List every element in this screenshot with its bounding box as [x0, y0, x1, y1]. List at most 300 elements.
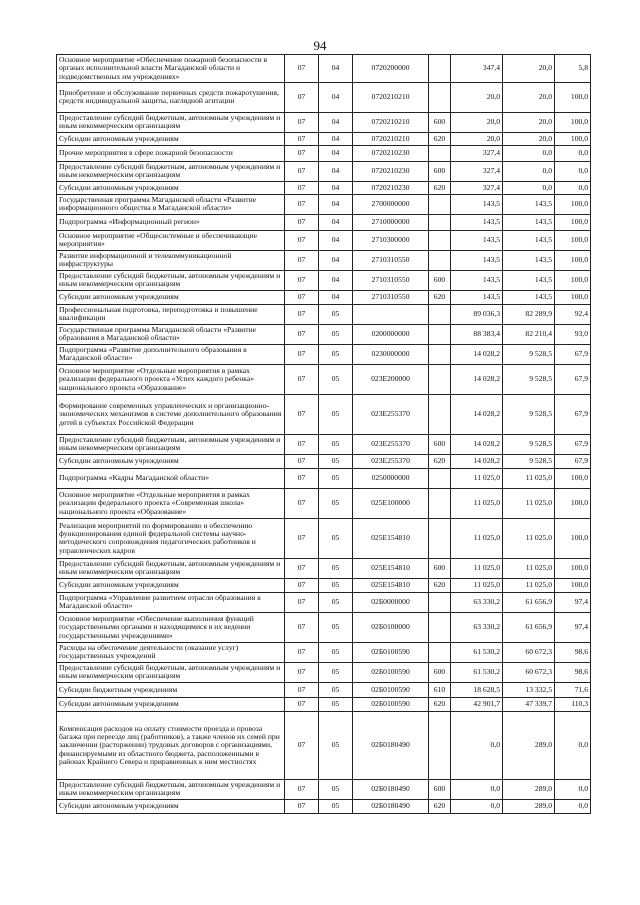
cell-section: 07	[285, 394, 319, 434]
cell-subsection: 05	[319, 642, 353, 662]
cell-percent: 67,9	[555, 364, 591, 394]
cell-name: Субсидии автономным учреждениям	[57, 578, 285, 592]
cell-amount-planned: 14 028,2	[451, 364, 503, 394]
cell-amount-planned: 327,4	[451, 161, 503, 181]
cell-subsection: 04	[319, 250, 353, 270]
cell-name: Предоставление субсидий бюджетным, автономным учреждениям и иным некоммерческим организациям	[57, 270, 285, 290]
cell-percent: 67,9	[555, 434, 591, 454]
cell-expense-type	[429, 612, 451, 642]
cell-target-article: 0250000000	[353, 468, 429, 488]
cell-subsection: 04	[319, 194, 353, 214]
cell-subsection: 04	[319, 181, 353, 194]
table-row	[57, 324, 591, 344]
cell-target-article: 023E200000	[353, 364, 429, 394]
table-row	[57, 662, 591, 682]
table-row	[57, 270, 591, 290]
cell-amount-executed: 9 528,5	[503, 454, 555, 468]
table-body	[57, 55, 591, 814]
cell-section: 07	[285, 518, 319, 558]
cell-amount-executed: 82 210,4	[503, 324, 555, 344]
cell-expense-type: 600	[429, 779, 451, 799]
cell-amount-executed: 11 025,0	[503, 468, 555, 488]
cell-section: 07	[285, 324, 319, 344]
cell-amount-planned: 143,5	[451, 214, 503, 230]
cell-subsection: 05	[319, 697, 353, 711]
cell-amount-planned: 61 530,2	[451, 642, 503, 662]
cell-amount-executed: 143,5	[503, 270, 555, 290]
cell-section: 07	[285, 145, 319, 161]
cell-target-article	[353, 304, 429, 324]
cell-target-article: 023E255370	[353, 454, 429, 468]
cell-subsection: 05	[319, 779, 353, 799]
cell-section: 07	[285, 161, 319, 181]
cell-name: Подпрограмма «Информационный регион»	[57, 214, 285, 230]
cell-section: 07	[285, 270, 319, 290]
cell-amount-executed: 61 656,9	[503, 612, 555, 642]
cell-amount-executed: 11 025,0	[503, 518, 555, 558]
cell-amount-executed: 0,0	[503, 145, 555, 161]
cell-percent: 100,0	[555, 518, 591, 558]
cell-subsection: 04	[319, 270, 353, 290]
cell-percent: 100,0	[555, 82, 591, 112]
cell-amount-planned: 11 025,0	[451, 518, 503, 558]
cell-target-article: 025E154810	[353, 518, 429, 558]
cell-target-article: 02Б0100590	[353, 642, 429, 662]
table-row	[57, 194, 591, 214]
cell-subsection: 05	[319, 518, 353, 558]
cell-percent: 97,4	[555, 612, 591, 642]
cell-percent: 100,0	[555, 112, 591, 132]
cell-subsection: 05	[319, 578, 353, 592]
cell-percent: 100,0	[555, 250, 591, 270]
cell-section: 07	[285, 230, 319, 250]
cell-section: 07	[285, 304, 319, 324]
cell-name: Государственная программа Магаданской области «Развитие информационного общества в Магаданской области»	[57, 194, 285, 214]
cell-percent: 100,0	[555, 468, 591, 488]
cell-name: Прочие мероприятия в сфере пожарной безопасности	[57, 145, 285, 161]
budget-table	[56, 54, 591, 814]
cell-amount-planned: 14 028,2	[451, 434, 503, 454]
cell-name: Основное мероприятие «Обеспечение выполнения функций государственными органами и находящимися в их ведении государственными учреждениями»	[57, 612, 285, 642]
cell-amount-planned: 11 025,0	[451, 558, 503, 578]
cell-name: Реализация мероприятий по формированию и обеспечению функционирования единой федеральной системы научно-методического сопровождения педагогических работников и управленческих кадров	[57, 518, 285, 558]
cell-amount-planned: 327,4	[451, 181, 503, 194]
cell-subsection: 04	[319, 132, 353, 145]
cell-expense-type	[429, 250, 451, 270]
cell-section: 07	[285, 454, 319, 468]
cell-name: Формирование современных управленческих и организационно-экономических механизмов в системе дополнительного образования детей в субъектах Российской Федерации	[57, 394, 285, 434]
cell-amount-planned: 61 530,2	[451, 662, 503, 682]
cell-name: Основное мероприятие «Отдельные мероприятия в рамках реализации федерального проекта «Современная школа» национального проекта «Образование»	[57, 488, 285, 518]
table-row	[57, 181, 591, 194]
cell-expense-type: 620	[429, 578, 451, 592]
cell-name: Подпрограмма «Кадры Магаданской области»	[57, 468, 285, 488]
table-row	[57, 578, 591, 592]
cell-subsection: 04	[319, 214, 353, 230]
cell-amount-planned: 14 028,2	[451, 344, 503, 364]
page-number: 94	[313, 38, 327, 53]
cell-section: 07	[285, 779, 319, 799]
cell-percent: 93,0	[555, 324, 591, 344]
table-row	[57, 304, 591, 324]
cell-section: 07	[285, 682, 319, 697]
table-row	[57, 454, 591, 468]
cell-subsection: 04	[319, 145, 353, 161]
cell-amount-executed: 289,0	[503, 799, 555, 813]
cell-expense-type: 610	[429, 682, 451, 697]
table-row	[57, 364, 591, 394]
cell-name: Предоставление субсидий бюджетным, автономным учреждениям и иным некоммерческим организациям	[57, 779, 285, 799]
cell-percent: 67,9	[555, 454, 591, 468]
table-row	[57, 55, 591, 83]
cell-target-article: 0230000000	[353, 344, 429, 364]
cell-target-article: 2700000000	[353, 194, 429, 214]
table-row	[57, 344, 591, 364]
cell-section: 07	[285, 250, 319, 270]
cell-section: 07	[285, 194, 319, 214]
cell-target-article: 0720210210	[353, 82, 429, 112]
cell-amount-planned: 63 330,2	[451, 612, 503, 642]
cell-amount-executed: 0,0	[503, 161, 555, 181]
cell-section: 07	[285, 799, 319, 813]
cell-amount-planned: 14 028,2	[451, 394, 503, 434]
cell-amount-executed: 143,5	[503, 230, 555, 250]
cell-expense-type	[429, 394, 451, 434]
cell-section: 07	[285, 434, 319, 454]
cell-amount-planned: 0,0	[451, 779, 503, 799]
cell-expense-type	[429, 642, 451, 662]
table-row	[57, 592, 591, 612]
cell-percent: 98,6	[555, 642, 591, 662]
cell-target-article: 2710310550	[353, 250, 429, 270]
cell-expense-type	[429, 145, 451, 161]
cell-expense-type	[429, 230, 451, 250]
cell-expense-type	[429, 194, 451, 214]
cell-name: Основное мероприятие «Обеспечение пожарной безопасности в органах исполнительной власти Магаданской области и подведомственных им учреждениях»	[57, 55, 285, 83]
cell-expense-type	[429, 364, 451, 394]
cell-section: 07	[285, 642, 319, 662]
cell-amount-planned: 20,0	[451, 112, 503, 132]
cell-amount-planned: 143,5	[451, 194, 503, 214]
cell-target-article: 2710310550	[353, 290, 429, 304]
cell-subsection: 05	[319, 324, 353, 344]
cell-amount-executed: 143,5	[503, 290, 555, 304]
cell-section: 07	[285, 364, 319, 394]
cell-percent: 92,4	[555, 304, 591, 324]
cell-target-article: 0720210230	[353, 161, 429, 181]
cell-expense-type: 620	[429, 181, 451, 194]
cell-expense-type: 600	[429, 662, 451, 682]
cell-subsection: 05	[319, 711, 353, 779]
table-row	[57, 394, 591, 434]
cell-name: Государственная программа Магаданской области «Развитие образования в Магаданской области»	[57, 324, 285, 344]
table-row	[57, 682, 591, 697]
cell-amount-planned: 63 330,2	[451, 592, 503, 612]
cell-percent: 98,6	[555, 662, 591, 682]
cell-subsection: 05	[319, 468, 353, 488]
cell-percent: 100,0	[555, 270, 591, 290]
cell-amount-executed: 143,5	[503, 250, 555, 270]
cell-subsection: 05	[319, 304, 353, 324]
cell-target-article: 0720210230	[353, 145, 429, 161]
cell-name: Субсидии бюджетным учреждениям	[57, 682, 285, 697]
cell-percent: 100,0	[555, 558, 591, 578]
cell-amount-planned: 20,0	[451, 132, 503, 145]
cell-expense-type	[429, 488, 451, 518]
cell-amount-planned: 89 036,3	[451, 304, 503, 324]
cell-subsection: 05	[319, 344, 353, 364]
cell-expense-type	[429, 518, 451, 558]
cell-subsection: 05	[319, 799, 353, 813]
cell-amount-executed: 143,5	[503, 214, 555, 230]
cell-amount-planned: 0,0	[451, 711, 503, 779]
cell-section: 07	[285, 612, 319, 642]
cell-expense-type: 600	[429, 558, 451, 578]
cell-name: Субсидии автономным учреждениям	[57, 290, 285, 304]
table-row	[57, 488, 591, 518]
cell-name: Развитие информационной и телекоммуникационной инфраструктуры	[57, 250, 285, 270]
cell-section: 07	[285, 468, 319, 488]
table-row	[57, 145, 591, 161]
table-row	[57, 612, 591, 642]
cell-target-article: 023E255370	[353, 434, 429, 454]
cell-amount-planned: 11 025,0	[451, 578, 503, 592]
cell-subsection: 04	[319, 55, 353, 83]
cell-target-article: 0720200000	[353, 55, 429, 83]
cell-expense-type	[429, 468, 451, 488]
cell-amount-planned: 143,5	[451, 290, 503, 304]
cell-section: 07	[285, 112, 319, 132]
cell-name: Субсидии автономным учреждениям	[57, 697, 285, 711]
cell-name: Подпрограмма «Развитие дополнительного образования в Магаданской области»	[57, 344, 285, 364]
table-row	[57, 230, 591, 250]
cell-section: 07	[285, 558, 319, 578]
cell-target-article: 02Б0180490	[353, 799, 429, 813]
cell-name: Субсидии автономным учреждениям	[57, 799, 285, 813]
cell-target-article: 025E100000	[353, 488, 429, 518]
table-row	[57, 518, 591, 558]
cell-percent: 0,0	[555, 799, 591, 813]
cell-section: 07	[285, 290, 319, 304]
cell-target-article: 025E154810	[353, 578, 429, 592]
cell-percent: 100,0	[555, 230, 591, 250]
cell-name: Субсидии автономным учреждениям	[57, 181, 285, 194]
cell-amount-executed: 20,0	[503, 132, 555, 145]
cell-section: 07	[285, 578, 319, 592]
table-row	[57, 290, 591, 304]
cell-amount-executed: 143,5	[503, 194, 555, 214]
cell-target-article: 02Б0100590	[353, 662, 429, 682]
cell-name: Подпрограмма «Управление развитием отрасли образования в Магаданской области»	[57, 592, 285, 612]
cell-name: Приобретение и обслуживание первичных средств пожаротушения, средств индивидуальной защиты, наглядной агитации	[57, 82, 285, 112]
cell-name: Предоставление субсидий бюджетным, автономным учреждениям и иным некоммерческим организациям	[57, 558, 285, 578]
cell-section: 07	[285, 132, 319, 145]
cell-expense-type: 620	[429, 132, 451, 145]
table-row	[57, 711, 591, 779]
cell-target-article: 0200000000	[353, 324, 429, 344]
table-row	[57, 214, 591, 230]
cell-name: Расходы на обеспечение деятельности (оказание услуг) государственных учреждений	[57, 642, 285, 662]
cell-amount-executed: 9 528,5	[503, 344, 555, 364]
cell-amount-executed: 11 025,0	[503, 578, 555, 592]
cell-percent: 71,6	[555, 682, 591, 697]
cell-expense-type	[429, 344, 451, 364]
cell-section: 07	[285, 662, 319, 682]
table-row	[57, 697, 591, 711]
cell-expense-type: 600	[429, 434, 451, 454]
cell-section: 07	[285, 82, 319, 112]
cell-amount-executed: 20,0	[503, 55, 555, 83]
cell-expense-type	[429, 214, 451, 230]
cell-percent: 100,0	[555, 488, 591, 518]
cell-amount-executed: 11 025,0	[503, 558, 555, 578]
cell-name: Профессиональная подготовка, переподготовка и повышение квалификации	[57, 304, 285, 324]
cell-expense-type: 620	[429, 454, 451, 468]
cell-percent: 97,4	[555, 592, 591, 612]
cell-section: 07	[285, 697, 319, 711]
table-row	[57, 82, 591, 112]
cell-percent: 0,0	[555, 779, 591, 799]
cell-amount-planned: 18 628,5	[451, 682, 503, 697]
cell-percent: 67,9	[555, 344, 591, 364]
cell-section: 07	[285, 488, 319, 518]
cell-expense-type: 620	[429, 290, 451, 304]
cell-percent: 0,0	[555, 711, 591, 779]
cell-name: Основное мероприятие «Отдельные мероприятия в рамках реализации федерального проекта «Успех каждого ребенка» национального проекта «Образование»	[57, 364, 285, 394]
table-row	[57, 468, 591, 488]
cell-amount-executed: 13 332,5	[503, 682, 555, 697]
cell-percent: 5,8	[555, 55, 591, 83]
cell-amount-executed: 82 289,9	[503, 304, 555, 324]
cell-subsection: 04	[319, 161, 353, 181]
cell-expense-type: 620	[429, 697, 451, 711]
cell-amount-executed: 0,0	[503, 181, 555, 194]
cell-percent: 110,3	[555, 697, 591, 711]
cell-amount-executed: 9 528,5	[503, 364, 555, 394]
cell-target-article: 2710300000	[353, 230, 429, 250]
cell-target-article: 0720210210	[353, 132, 429, 145]
cell-percent: 100,0	[555, 214, 591, 230]
cell-section: 07	[285, 181, 319, 194]
cell-target-article: 02Б0000000	[353, 592, 429, 612]
cell-name: Субсидии автономным учреждениям	[57, 132, 285, 145]
cell-amount-executed: 61 656,9	[503, 592, 555, 612]
table-row	[57, 799, 591, 813]
cell-percent: 0,0	[555, 145, 591, 161]
table-row	[57, 161, 591, 181]
cell-amount-planned: 11 025,0	[451, 488, 503, 518]
cell-expense-type	[429, 82, 451, 112]
cell-amount-planned: 14 028,2	[451, 454, 503, 468]
cell-amount-executed: 9 528,5	[503, 434, 555, 454]
cell-percent: 100,0	[555, 578, 591, 592]
cell-subsection: 05	[319, 394, 353, 434]
cell-amount-planned: 88 383,4	[451, 324, 503, 344]
cell-expense-type	[429, 711, 451, 779]
cell-amount-planned: 0,0	[451, 799, 503, 813]
cell-expense-type: 600	[429, 112, 451, 132]
cell-subsection: 05	[319, 364, 353, 394]
cell-amount-executed: 20,0	[503, 82, 555, 112]
cell-target-article: 02Б0100590	[353, 697, 429, 711]
cell-percent: 67,9	[555, 394, 591, 434]
cell-percent: 100,0	[555, 290, 591, 304]
cell-amount-planned: 143,5	[451, 250, 503, 270]
cell-amount-planned: 327,4	[451, 145, 503, 161]
cell-amount-executed: 47 339,7	[503, 697, 555, 711]
cell-subsection: 05	[319, 488, 353, 518]
cell-amount-executed: 20,0	[503, 112, 555, 132]
cell-target-article: 0720210210	[353, 112, 429, 132]
cell-amount-planned: 20,0	[451, 82, 503, 112]
cell-subsection: 04	[319, 290, 353, 304]
cell-amount-planned: 347,4	[451, 55, 503, 83]
cell-subsection: 04	[319, 82, 353, 112]
cell-target-article: 02Б0180490	[353, 779, 429, 799]
cell-section: 07	[285, 711, 319, 779]
cell-amount-executed: 60 672,3	[503, 662, 555, 682]
cell-percent: 0,0	[555, 181, 591, 194]
cell-amount-executed: 289,0	[503, 779, 555, 799]
cell-target-article: 02Б0180490	[353, 711, 429, 779]
table-row	[57, 779, 591, 799]
cell-percent: 0,0	[555, 161, 591, 181]
cell-subsection: 04	[319, 230, 353, 250]
cell-amount-planned: 42 901,7	[451, 697, 503, 711]
cell-subsection: 05	[319, 682, 353, 697]
cell-amount-executed: 11 025,0	[503, 488, 555, 518]
table-row	[57, 250, 591, 270]
table-row	[57, 558, 591, 578]
cell-section: 07	[285, 344, 319, 364]
cell-subsection: 05	[319, 434, 353, 454]
table-row	[57, 642, 591, 662]
cell-amount-planned: 11 025,0	[451, 468, 503, 488]
cell-subsection: 05	[319, 454, 353, 468]
cell-amount-executed: 9 528,5	[503, 394, 555, 434]
cell-target-article: 2710000000	[353, 214, 429, 230]
cell-subsection: 05	[319, 612, 353, 642]
cell-name: Предоставление субсидий бюджетным, автономным учреждениям и иным некоммерческим организациям	[57, 662, 285, 682]
cell-amount-planned: 143,5	[451, 230, 503, 250]
cell-expense-type: 600	[429, 161, 451, 181]
cell-name: Основное мероприятие «Общесистемные и обеспечивающие мероприятия»	[57, 230, 285, 250]
cell-name: Предоставление субсидий бюджетным, автономным учреждениям и иным некоммерческим организациям	[57, 161, 285, 181]
cell-expense-type	[429, 324, 451, 344]
cell-amount-planned: 143,5	[451, 270, 503, 290]
table-row	[57, 132, 591, 145]
cell-section: 07	[285, 214, 319, 230]
cell-subsection: 04	[319, 112, 353, 132]
cell-name: Предоставление субсидий бюджетным, автономным учреждениям и иным некоммерческим организациям	[57, 112, 285, 132]
cell-name: Предоставление субсидий бюджетным, автономным учреждениям и иным некоммерческим организациям	[57, 434, 285, 454]
cell-percent: 100,0	[555, 132, 591, 145]
cell-target-article: 02Б0100590	[353, 682, 429, 697]
table-row	[57, 434, 591, 454]
cell-subsection: 05	[319, 662, 353, 682]
cell-amount-executed: 289,0	[503, 711, 555, 779]
cell-expense-type: 600	[429, 270, 451, 290]
cell-section: 07	[285, 592, 319, 612]
cell-section: 07	[285, 55, 319, 83]
cell-target-article: 2710310550	[353, 270, 429, 290]
cell-percent: 100,0	[555, 194, 591, 214]
cell-name: Компенсация расходов на оплату стоимости проезда и провоза багажа при переезде лиц (работников), а также членов их семей при заключении (расторжении) трудовых договоров с организациями, финансируемыми из областного бюджета, расположенными в районах Крайнего Севера и приравненных к ним местностях	[57, 711, 285, 779]
cell-expense-type	[429, 55, 451, 83]
cell-target-article: 025E154810	[353, 558, 429, 578]
cell-amount-executed: 60 672,3	[503, 642, 555, 662]
cell-target-article: 0720210230	[353, 181, 429, 194]
